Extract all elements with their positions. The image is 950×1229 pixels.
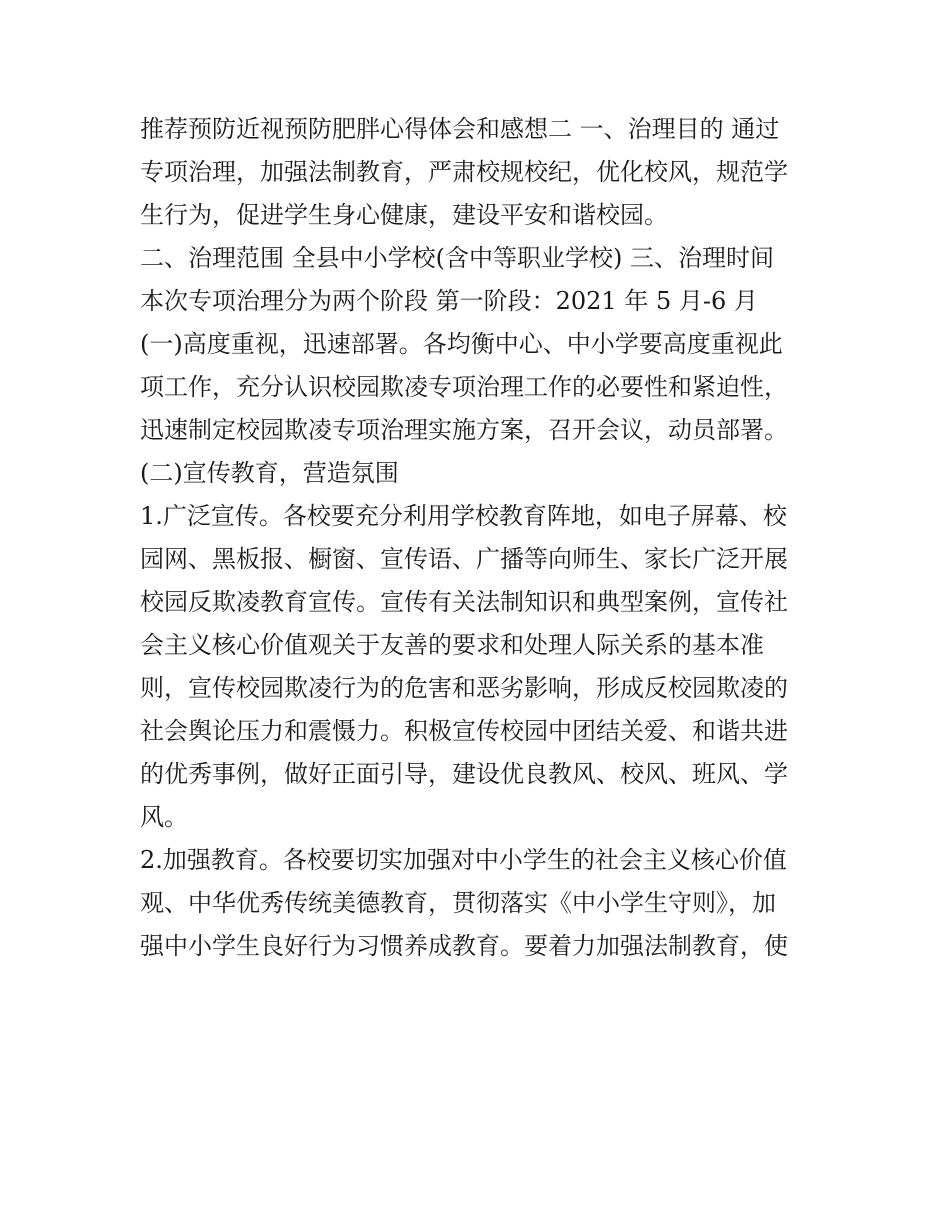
- text-line: 生行为，促进学生身心健康，建设平安和谐校园。: [140, 201, 668, 229]
- text-line: 风。: [140, 803, 188, 831]
- text-line: 则，宣传校园欺凌行为的危害和恶劣影响，形成反校园欺凌的: [140, 674, 788, 702]
- text-line: 2.加强教育。各校要切实加强对中小学生的社会主义核心价值: [140, 846, 787, 874]
- text-line: 推荐预防近视预防肥胖心得体会和感想二 一、治理目的 通过: [140, 115, 780, 143]
- text-line: (二)宣传教育，营造氛围: [140, 459, 399, 487]
- text-line: 园网、黑板报、橱窗、宣传语、广播等向师生、家长广泛开展: [140, 545, 788, 573]
- text-line: 会主义核心价值观关于友善的要求和处理人际关系的基本准: [140, 631, 764, 659]
- text-line: 强中小学生良好行为习惯养成教育。要着力加强法制教育，使: [140, 932, 788, 960]
- text-line: 社会舆论压力和震慑力。积极宣传校园中团结关爱、和谐共进: [140, 717, 788, 745]
- text-line: 的优秀事例，做好正面引导，建设优良教风、校风、班风、学: [140, 760, 788, 788]
- text-line: 观、中华优秀传统美德教育，贯彻落实《中小学生守则》，加: [140, 889, 776, 917]
- text-line: (一)高度重视，迅速部署。各均衡中心、中小学要高度重视此: [140, 330, 783, 358]
- text-line: 项工作，充分认识校园欺凌专项治理工作的必要性和紧迫性，: [140, 373, 788, 401]
- text-line: 1.广泛宣传。各校要充分利用学校教育阵地，如电子屏幕、校: [140, 502, 787, 530]
- text-line: 迅速制定校园欺凌专项治理实施方案，召开会议，动员部署。: [140, 416, 788, 444]
- body-text: [140, 108, 820, 968]
- text-line: 校园反欺凌教育宣传。宣传有关法制知识和典型案例，宣传社: [140, 588, 788, 616]
- text-line: 二、治理范围 全县中小学校(含中等职业学校) 三、治理时间: [140, 244, 774, 272]
- text-line: 本次专项治理分为两个阶段 第一阶段：2021 年 5 月-6 月: [140, 287, 758, 315]
- text-line: 专项治理，加强法制教育，严肃校规校纪，优化校风，规范学: [140, 158, 788, 186]
